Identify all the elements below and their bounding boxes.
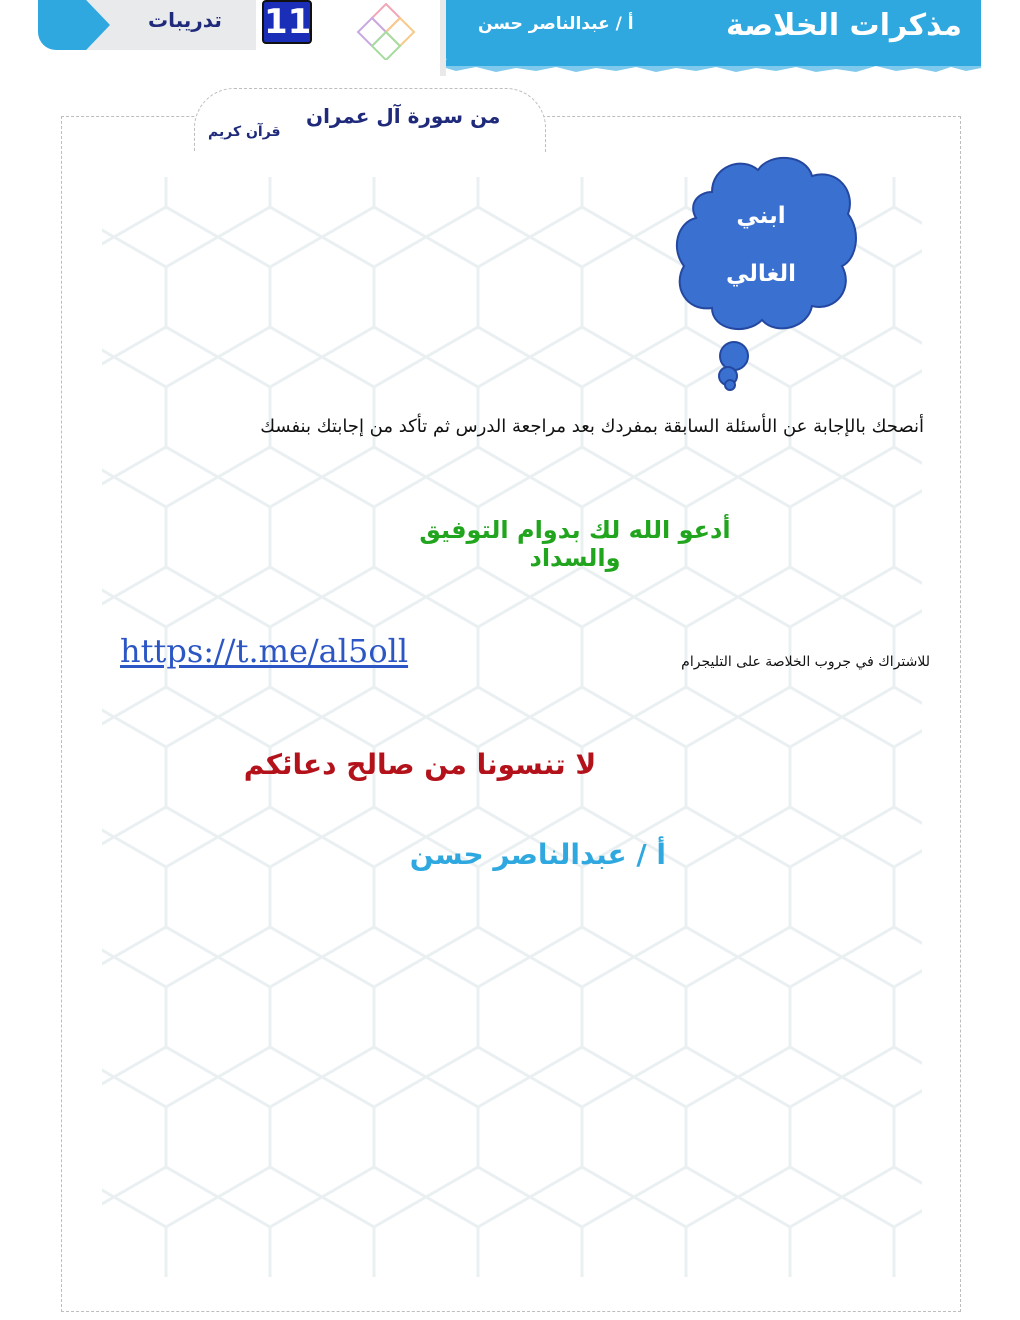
brand-title: مذكرات الخلاصة bbox=[725, 8, 962, 43]
subscribe-label: للاشتراك في جروب الخلاصة على التليجرام bbox=[681, 654, 930, 670]
cloud-text-line2: الغالي bbox=[725, 261, 797, 287]
torn-paper-edge bbox=[446, 60, 981, 74]
advice-paragraph: أنصحك بالإجابة عن الأسئلة السابقة بمفردك بعد مراجعة الدرس ثم تأكد من إجابتك بنفسك bbox=[260, 416, 924, 437]
author-signature: أ / عبدالناصر حسن bbox=[409, 838, 666, 871]
lesson-title: من سورة آل عمران bbox=[306, 104, 501, 128]
lesson-number: 11 bbox=[264, 2, 312, 42]
cloud-text-line1: ابني bbox=[736, 203, 786, 229]
section-label: تدريبات bbox=[148, 8, 222, 32]
telegram-link[interactable]: https://t.me/al5oll bbox=[120, 632, 409, 670]
diamond-ornament-icon bbox=[350, 2, 422, 60]
subject-label: قرآن كريم bbox=[208, 124, 281, 140]
header-author: أ / عبدالناصر حسن bbox=[478, 14, 634, 34]
reminder-text: لا تنسونا من صالح دعائكم bbox=[243, 748, 597, 781]
prayer-text: أدعو الله لك بدوام التوفيق والسداد bbox=[419, 516, 731, 572]
